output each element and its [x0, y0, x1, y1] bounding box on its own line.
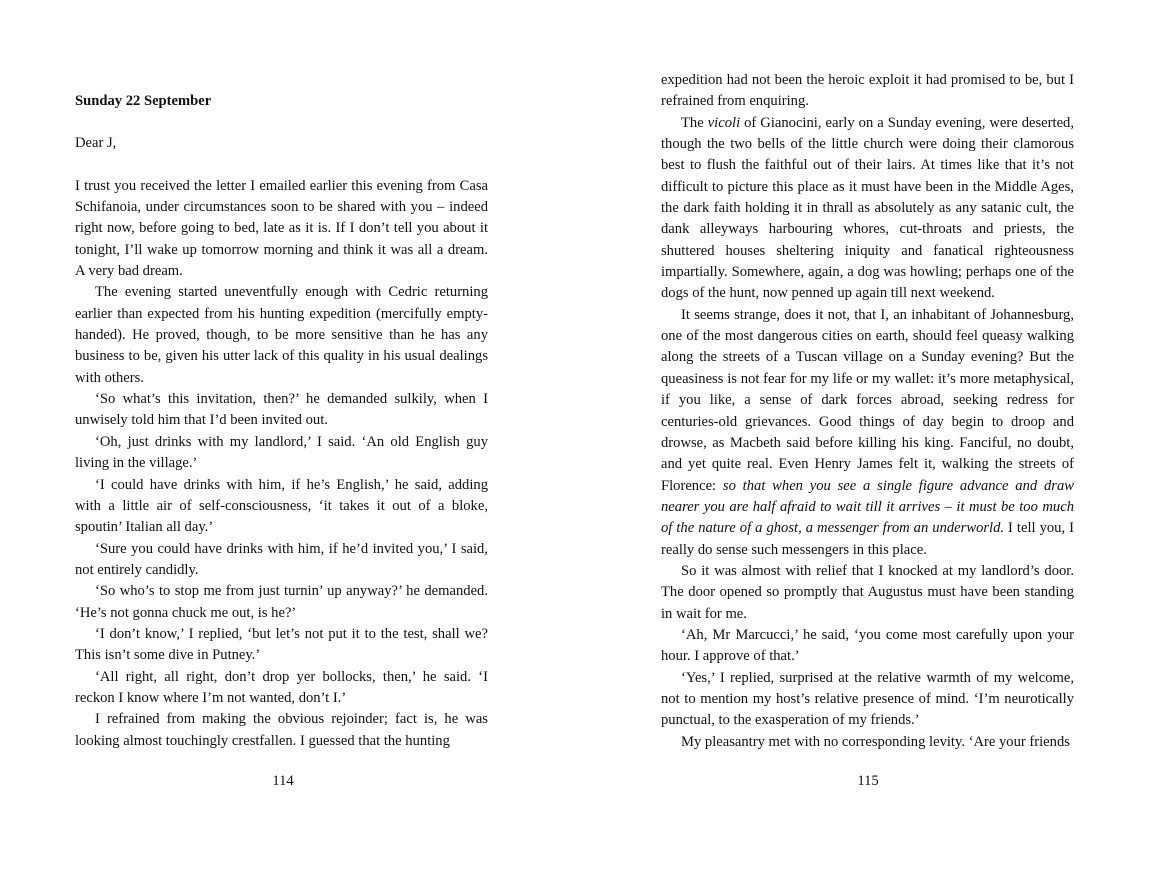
paragraph: I refrained from making the obvious rejoinder; fact is, he was looking almost touchingly crestfallen. I guessed that the hunting	[75, 711, 488, 749]
paragraph: I trust you received the letter I emailed earlier this evening from Casa Schifanoia, under circumstances soon to be shared with you – indeed right now, before going to bed, late as it is. If I don’t tell you about it tonight, I’ll wake up tomorrow morning and think it was all a dream. A very bad dream.	[75, 177, 488, 280]
paragraph	[661, 305, 1074, 561]
text-run: It seems strange, does it not, that I, an inhabitant of Johannesburg, one of the most dangerous cities on earth, should feel queasy walking along the streets of a Tuscan village on a Sunday evening? But the queasiness is not fear for my life or my wallet: it’s more metaphysical, if you like, a sense of dark forces abroad, seeking redress for centuries-old grievances. Good things of day begin to droop and drowse, as Macbeth said before killing his king. Fanciful, no doubt, and yet quite real. Even Henry James felt it, walking the streets of Florence:	[661, 306, 1074, 494]
diary-heading: Sunday 22 September	[75, 93, 212, 109]
paragraph: ‘I don’t know,’ I replied, ‘but let’s not put it to the test, shall we? This isn’t some dive in Putney.’	[75, 625, 488, 664]
text-run: of Gianocini, early on a Sunday evening, were deserted, though the two bells of the little church were doing their clamorous best to flush the faithful out of their lairs. At times like that it’s not difficult to picture this place as it must have been in the Middle Ages, the dark faith holding it in thrall as absolutely as any satanic cult, the dank alleyways harbouring whores, cut-throats and priests, the shuttered houses sheltering iniquity and fanatical righteousness impartially. Somewhere, again, a dog was howling; perhaps one of the dogs of the hunt, now penned up again till next weekend.	[661, 114, 1074, 302]
paragraph: ‘Oh, just drinks with my landlord,’ I said. ‘An old English guy living in the village.’	[75, 433, 488, 472]
salutation: Dear J,	[75, 135, 117, 152]
paragraph: ‘I could have drinks with him, if he’s English,’ he said, adding with a little air of self-consciousness, ‘it takes it out of a bloke, spoutin’ Italian all day.’	[75, 476, 488, 536]
italic-text: vicoli	[707, 114, 741, 131]
left-page	[75, 70, 488, 752]
right-page	[661, 70, 1074, 753]
paragraph: ‘Ah, Mr Marcucci,’ he said, ‘you come most carefully upon your hour. I approve of that.’	[661, 626, 1074, 665]
text-run: I tell you, I really do sense such messengers in this place.	[661, 520, 1074, 558]
paragraph: expedition had not been the heroic exploit it had promised to be, but I refrained from enquiring.	[661, 72, 1074, 110]
italic-quote: so that when you see a single figure advance and draw nearer you are half afraid to wait till it arrives – it must be too much of the nature of a ghost, a messenger from an underworld.	[661, 477, 1074, 537]
paragraph: ‘So who’s to stop me from just turnin’ up anyway?’ he demanded. ‘He’s not gonna chuck me out, is he?’	[75, 583, 488, 621]
paragraph: ‘So what’s this invitation, then?’ he demanded sulkily, when I unwisely told him that I’d been invited out.	[75, 391, 488, 429]
paragraph: ‘Sure you could have drinks with him, if he’d invited you,’ I said, not entirely candidly.	[75, 540, 488, 578]
page-number-right: 115	[857, 773, 879, 789]
paragraph: My pleasantry met with no corresponding levity. ‘Are your friends	[681, 733, 1070, 750]
paragraph: ‘Yes,’ I replied, surprised at the relative warmth of my welcome, not to mention my host’s relative presence of mind. ‘I’m neurotically punctual, to the exasperation of my friends.’	[661, 669, 1074, 729]
paragraph: So it was almost with relief that I knocked at my landlord’s door. The door opened so promptly that Augustus must have been standing in wait for me.	[661, 562, 1074, 622]
paragraph: The evening started uneventfully enough with Cedric returning earlier than expected from his hunting expedition (mercifully empty-handed). He proved, though, to be more sensitive than he has any business to be, given his utter lack of this quality in his usual dealings with others.	[75, 284, 488, 386]
paragraph: ‘All right, all right, don’t drop yer bollocks, then,’ he said. ‘I reckon I know where I’m not wanted, don’t I.’	[75, 668, 488, 706]
page-number-left: 114	[272, 773, 294, 789]
text-run: The	[681, 114, 708, 131]
paragraph	[661, 113, 1074, 305]
